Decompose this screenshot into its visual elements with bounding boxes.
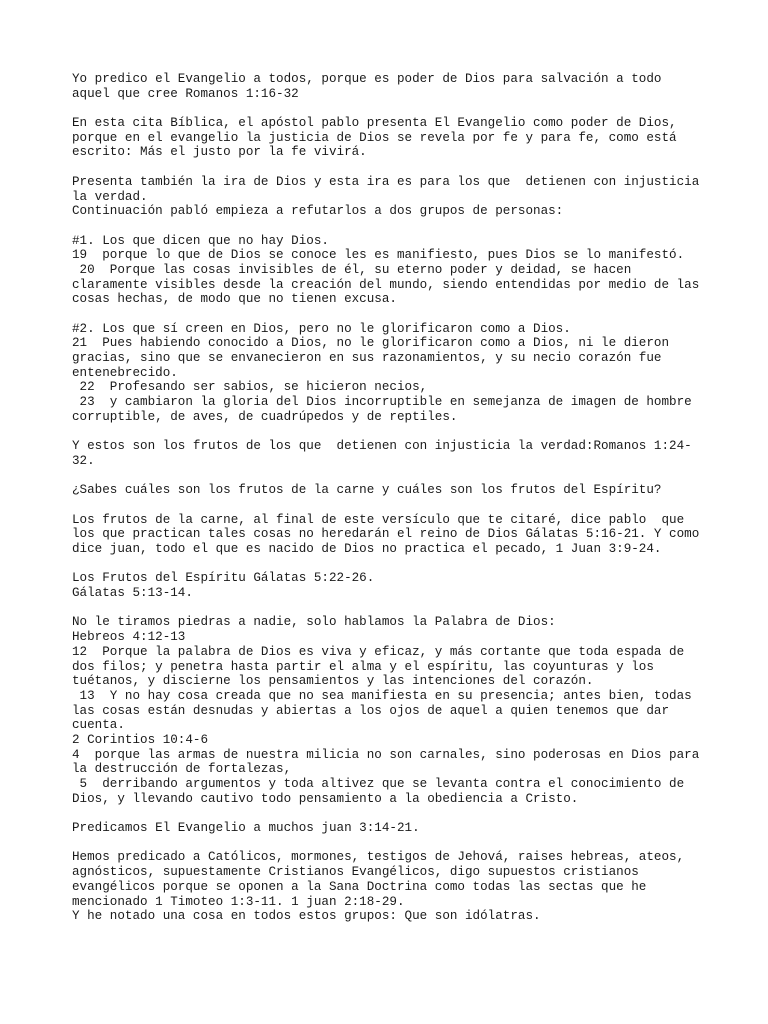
text-line: dos filos; y penetra hasta partir el alma y el espíritu, las coyunturas y los [72,659,654,674]
paragraph [72,234,712,307]
text-line: tuétanos, y discierne los pensamientos y las intenciones del corazón. [72,674,594,689]
paragraph [72,571,712,600]
text-line: evangélicos porque se oponen a la Sana Doctrina como todas las sectas que he [72,879,647,894]
text-line: 20 Porque las cosas invisibles de él, su eterno poder y deidad, se hacen [72,262,632,277]
paragraph [72,439,712,468]
text-line: la verdad. [72,189,148,204]
text-line: aquel que cree Romanos 1:16-32 [72,86,299,101]
text-line: 32. [72,453,95,468]
paragraph [72,116,712,160]
text-line: ¿Sabes cuáles son los frutos de la carne y cuáles son los frutos del Espíritu? [72,483,662,498]
text-line: 5 derribando argumentos y toda altivez que se levanta contra el conocimiento de [72,777,685,791]
text-line: Hemos predicado a Católicos, mormones, testigos de Jehová, raises hebreas, ateos, [72,850,685,865]
text-line: Presenta también la ira de Dios y esta ira es para los que detienen con injusticia [72,174,700,189]
paragraph [72,322,712,425]
text-line: Los frutos de la carne, al final de este versículo que te citaré, dice pablo que [72,512,685,527]
paragraph [72,483,712,498]
paragraph [72,175,712,219]
text-line: 13 Y no hay cosa creada que no sea manifiesta en su presencia; antes bien, todas [72,688,692,703]
text-line: Predicamos El Evangelio a muchos juan 3:14-21. [72,821,420,836]
text-line: Dios, y llevando cautivo todo pensamiento a la obediencia a Cristo. [72,791,579,806]
text-line: Hebreos 4:12-13 [72,630,186,645]
paragraph [72,615,712,806]
text-line: cuenta. [72,718,125,733]
text-line: Continuación pabló empieza a refutarlos a dos grupos de personas: [72,204,564,219]
text-line: Gálatas 5:13-14. [72,586,193,601]
text-line: #2. Los que sí creen en Dios, pero no le glorificaron como a Dios. [72,321,571,336]
text-line: 4 porque las armas de nuestra milicia no son carnales, sino poderosas en Dios para [72,747,700,762]
text-line: 19 porque lo que de Dios se conoce les es manifiesto, pues Dios se lo manifestó. [72,248,685,263]
paragraph [72,821,712,836]
text-line: mencionado 1 Timoteo 1:3-11. 1 juan 2:18-29. [72,894,405,909]
text-line: En esta cita Bíblica, el apóstol pablo presenta El Evangelio como poder de Dios, [72,116,677,131]
text-line: 12 Porque la palabra de Dios es viva y eficaz, y más cortante que toda espada de [72,644,685,659]
text-line: 21 Pues habiendo conocido a Dios, no le glorificaron como a Dios, ni le dieron [72,336,670,351]
text-line: las cosas están desnudas y abiertas a los ojos de aquel a quien tenemos que dar [72,703,670,718]
text-line: 23 y cambiaron la gloria del Dios incorruptible en semejanza de imagen de hombre [72,395,692,410]
text-line: dice juan, todo el que es nacido de Dios no practica el pecado, 1 Juan 3:9-24. [72,542,662,556]
text-line: entenebrecido. [72,365,178,380]
text-line: Los Frutos del Espíritu Gálatas 5:22-26. [72,571,375,586]
text-line: No le tiramos piedras a nadie, solo hablamos la Palabra de Dios: [72,615,556,630]
text-line: los que practican tales cosas no heredarán el reino de Dios Gálatas 5:16-21. Y como [72,527,700,542]
text-line: #1. Los que dicen que no hay Dios. [72,233,329,248]
text-line: corruptible, de aves, de cuadrúpedos y de reptiles. [72,409,458,424]
text-line: agnósticos, supuestamente Cristianos Evangélicos, digo supuestos cristianos [72,865,639,880]
text-line: escrito: Más el justo por la fe vivirá. [72,145,367,160]
text-line: Y estos son los frutos de los que detienen con injusticia la verdad:Romanos 1:24- [72,439,692,454]
paragraph [72,72,712,101]
text-line: claramente visibles desde la creación del mundo, siendo entendidas por medio de las [72,277,700,292]
paragraph [72,850,712,923]
text-line: porque en el evangelio la justicia de Dios se revela por fe y para fe, como está [72,130,677,145]
document-page [72,72,712,939]
text-line: la destrucción de fortalezas, [72,762,292,777]
text-line: 2 Corintios 10:4-6 [72,732,209,747]
text-line: gracias, sino que se envanecieron en sus razonamientos, y su necio corazón fue [72,351,662,366]
paragraph [72,513,712,557]
text-line: cosas hechas, de modo que no tienen excusa. [72,292,397,307]
text-line: Y he notado una cosa en todos estos grupos: Que son idólatras. [72,909,541,924]
text-line: 22 Profesando ser sabios, se hicieron necios, [72,380,428,395]
text-line: Yo predico el Evangelio a todos, porque es poder de Dios para salvación a todo [72,72,662,86]
